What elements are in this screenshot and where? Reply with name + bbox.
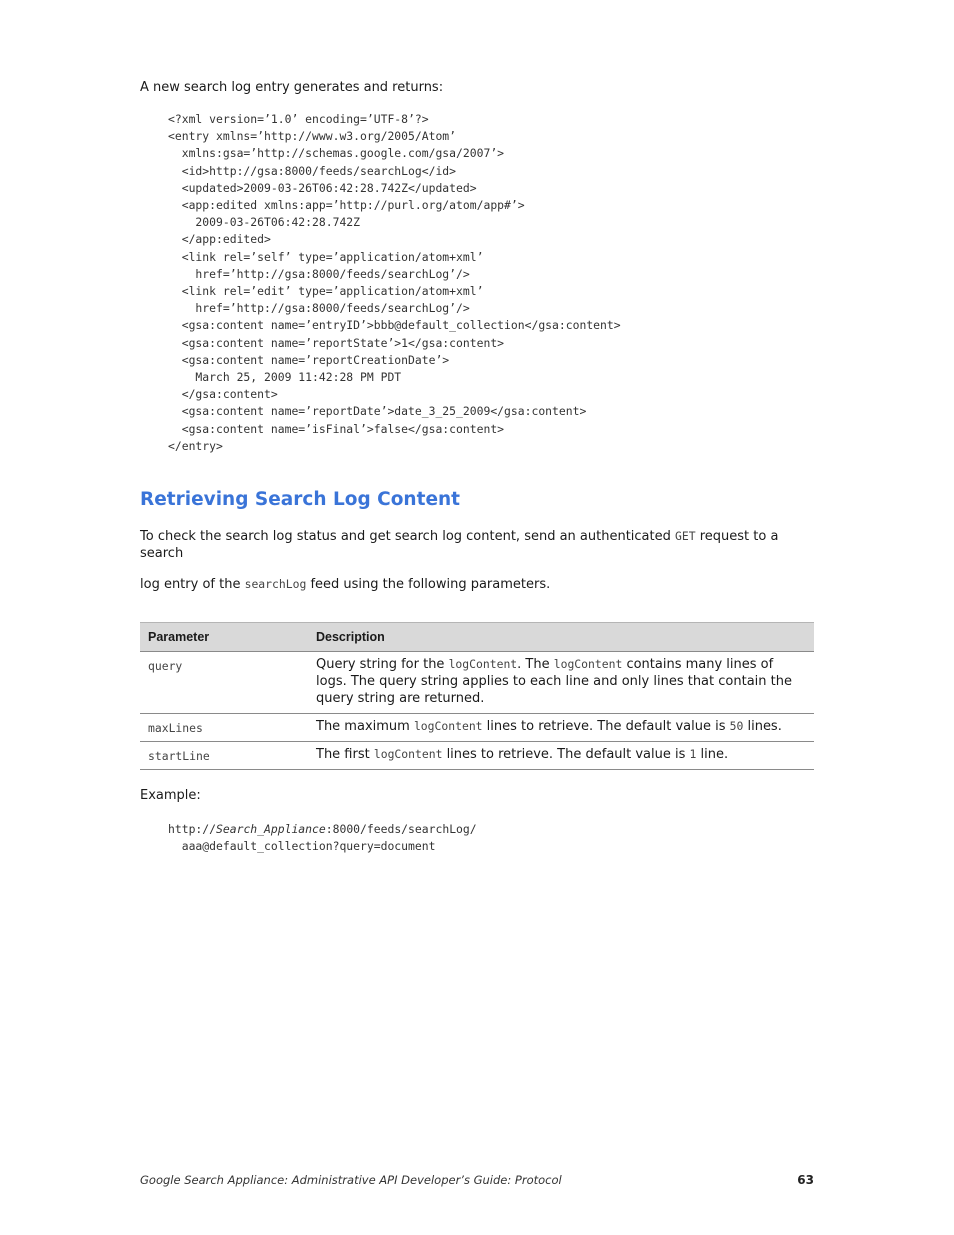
section-heading: Retrieving Search Log Content xyxy=(140,489,461,510)
desc-text: lines to retrieve. The default value is xyxy=(442,747,690,762)
example-url-path: :8000/feeds/searchLog/ xyxy=(325,822,477,836)
intro-text: A new search log entry generates and returns: xyxy=(140,80,444,95)
desc-code: logContent xyxy=(373,747,443,761)
desc-text: Query string for the xyxy=(316,657,449,672)
desc-code: 1 xyxy=(689,747,697,761)
desc-text: The maximum xyxy=(316,719,414,734)
param-description xyxy=(308,742,814,770)
para1-text-after: request to a search xyxy=(140,529,779,561)
footer-title: Google Search Appliance: Administrative API Developer’s Guide: Protocol xyxy=(140,1173,562,1187)
param-name: maxLines xyxy=(140,714,308,742)
desc-code: logContent xyxy=(413,719,483,733)
desc-text: contains many lines of logs. The query string applies to each line and only lines that contain the query string are returned. xyxy=(316,657,792,706)
param-name: query xyxy=(140,652,308,714)
desc-text: line. xyxy=(696,747,729,762)
para2-code-searchlog: searchLog xyxy=(244,577,307,591)
parameters-table xyxy=(140,622,814,770)
desc-text: lines to retrieve. The default value is xyxy=(482,719,730,734)
desc-code: 50 xyxy=(729,719,744,733)
table-header-row xyxy=(140,623,814,652)
header-description: Description xyxy=(308,623,814,652)
para1-code-get: GET xyxy=(675,529,696,543)
xml-response-code: <?xml version=’1.0’ encoding=’UTF-8’?> <entry xmlns=’http://www.w3.org/2005/Atom’ xmlns:gsa=’http://schemas.google.com/gsa/2007’> <id>http://gsa:8000/feeds/searchLog</id> <updated>2009-03-26T06:42:28.742Z</updated> <app:edited xmlns:app=’http://purl.org/atom/app#’> 2009-03-26T06:42:28.742Z </app:edited> <link rel=’self’ type=’application/atom+xml’ href=’http://gsa:8000/feeds/searchLog’/> <link rel=’edit’ type=’application/atom+xml’ href=’http://gsa:8000/feeds/searchLog’/> <gsa:content name=’entryID’>bbb@default_collection</gsa:content> <gsa:content name=’reportState’>1</gsa:content> <gsa:content name=’reportCreationDate’> March 25, 2009 11:42:28 PM PDT </gsa:content> <gsa:content name=’reportDate’>date_3_25_2009</gsa:content> <gsa:content name=’isFinal’>false</gsa:content> </entry> xyxy=(168,112,621,453)
intro-paragraph-1 xyxy=(140,528,800,562)
param-description xyxy=(308,714,814,742)
table-row xyxy=(140,714,814,742)
table-row xyxy=(140,652,814,714)
example-url-prefix: http:// xyxy=(168,822,217,836)
param-name: startLine xyxy=(140,742,308,770)
desc-code: logContent xyxy=(448,657,518,671)
param-description xyxy=(308,652,814,714)
header-parameter: Parameter xyxy=(140,623,308,652)
example-label: Example: xyxy=(140,788,201,803)
para1-text-before: To check the search log status and get search log content, send an authenticated xyxy=(140,529,676,544)
table-row xyxy=(140,742,814,770)
example-url-host: Search_Appliance xyxy=(216,822,326,836)
page-number: 63 xyxy=(797,1173,814,1187)
desc-text: lines. xyxy=(743,719,782,734)
example-url-query: aaa@default_collection?query=document xyxy=(168,839,436,854)
desc-text: The first xyxy=(316,747,374,762)
para2-text-before: log entry of the xyxy=(140,577,245,592)
para2-text-after: feed using the following parameters. xyxy=(306,577,551,592)
intro-paragraph-2 xyxy=(140,576,800,593)
desc-code: logContent xyxy=(553,657,623,671)
desc-text: . The xyxy=(517,657,554,672)
example-url-code xyxy=(168,821,477,855)
